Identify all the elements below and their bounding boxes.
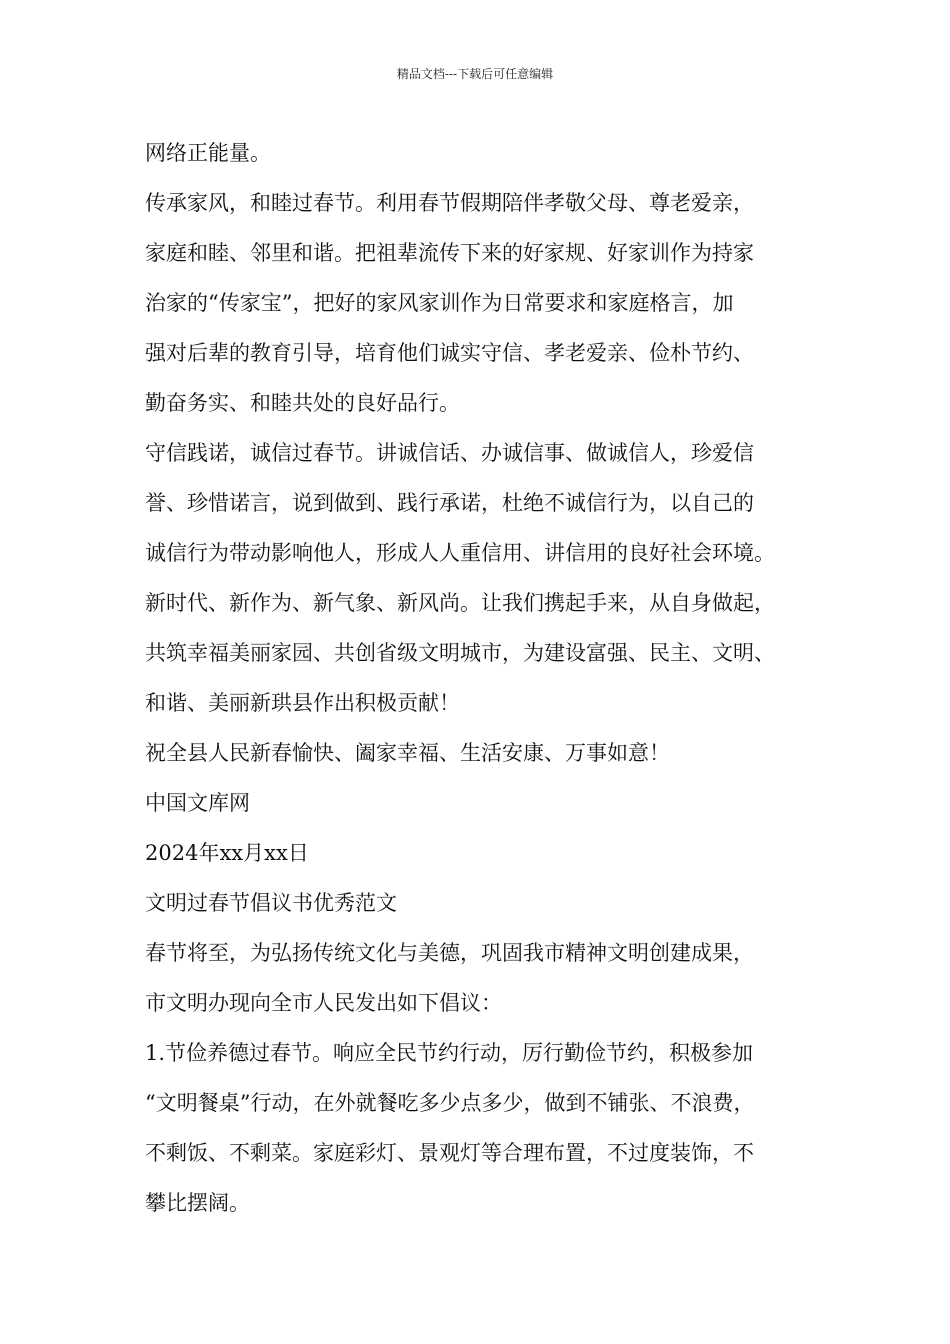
text-line: “文明餐桌”行动，在外就餐吃多少点多少，做到不铺张、不浪费， — [145, 1091, 755, 1115]
text-line: 誉、珍惜诺言，说到做到、践行承诺，杜绝不诚信行为，以自己的 — [145, 491, 754, 515]
text-line: 守信践诺，诚信过春节。讲诚信话、办诚信事、做诚信人，珍爱信 — [145, 441, 754, 465]
text-line: 强对后辈的教育引导，培育他们诚实守信、孝老爱亲、俭朴节约、 — [145, 341, 754, 365]
text-line: 治家的“传家宝”，把好的家风家训作为日常要求和家庭格言，加 — [145, 291, 734, 315]
text-line: 传承家风，和睦过春节。利用春节假期陪伴孝敬父母、尊老爱亲， — [145, 191, 754, 215]
text-line: 勤奋务实、和睦共处的良好品行。 — [145, 391, 460, 415]
text-line: 祝全县人民新春愉快、阖家幸福、生活安康、万事如意！ — [145, 741, 670, 765]
text-line: 和谐、美丽新珙县作出积极贡献！ — [145, 691, 460, 715]
text-line: 春节将至，为弘扬传统文化与美德，巩固我市精神文明创建成果， — [145, 941, 754, 965]
text-line: 共筑幸福美丽家园、共创省级文明城市，为建设富强、民主、文明、 — [145, 641, 775, 665]
document-body — [145, 128, 825, 1228]
text-line: 市文明办现向全市人民发出如下倡议： — [145, 991, 502, 1015]
signature-date: 2024年xx月xx日 — [145, 841, 309, 865]
text-line: 攀比摆阔。 — [145, 1191, 250, 1215]
text-line: 不剩饭、不剩菜。家庭彩灯、景观灯等合理布置，不过度装饰，不 — [145, 1141, 754, 1165]
section-title: 文明过春节倡议书优秀范文 — [145, 891, 397, 915]
text-line: 新时代、新作为、新气象、新风尚。让我们携起手来，从自身做起， — [145, 591, 775, 615]
text-line: 家庭和睦、邻里和谐。把祖辈流传下来的好家规、好家训作为持家 — [145, 241, 754, 265]
text-line: 网络正能量。 — [145, 141, 271, 165]
page-header: 精品文档---下载后可任意编辑 — [396, 67, 554, 81]
text-line: 诚信行为带动影响他人，形成人人重信用、讲信用的良好社会环境。 — [145, 541, 775, 565]
text-line: 1.节俭养德过春节。响应全民节约行动，厉行勤俭节约，积极参加 — [145, 1041, 754, 1065]
signature-org: 中国文库网 — [145, 791, 250, 815]
